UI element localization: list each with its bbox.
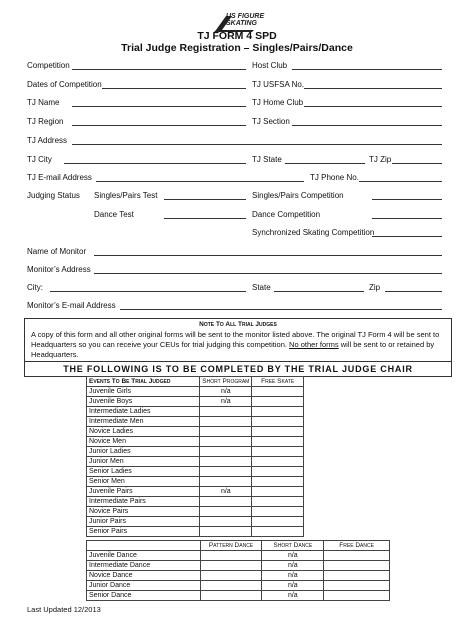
dance-test-label: Dance Test [94, 210, 134, 219]
table-header-row [87, 541, 390, 551]
entry-cell[interactable] [252, 467, 304, 477]
last-updated: Last Updated 12/2013 [27, 605, 101, 614]
table-row [87, 407, 304, 417]
state-field[interactable] [274, 291, 364, 292]
tj-name-field[interactable] [72, 106, 246, 107]
note-body-underlined: No other forms [289, 340, 339, 349]
table-row [87, 581, 390, 591]
entry-cell[interactable] [252, 507, 304, 517]
free-dance-header: Free Dance [324, 541, 390, 551]
note-title: Note To All Trial Judges [199, 321, 277, 328]
tj-state-field[interactable] [285, 163, 365, 164]
event-name-cell: Novice Men [87, 437, 200, 447]
entry-cell[interactable] [252, 437, 304, 447]
dance-competition-field[interactable] [372, 218, 442, 219]
tj-section-label: TJ Section [252, 117, 290, 126]
entry-cell[interactable] [200, 591, 262, 601]
event-name-cell: Senior Men [87, 477, 200, 487]
tj-section-field[interactable] [292, 125, 442, 126]
entry-cell[interactable] [252, 497, 304, 507]
monitor-address-label: Monitor’s Address [27, 265, 91, 274]
dates-field[interactable] [102, 88, 246, 89]
tj-home-club-label: TJ Home Club [252, 98, 304, 107]
synchro-competition-label: Synchronized Skating Competition [252, 228, 375, 237]
host-club-field[interactable] [292, 69, 442, 70]
entry-cell[interactable] [324, 571, 390, 581]
table-row [87, 457, 304, 467]
form-number: TJ FORM 4 SPD [197, 30, 277, 42]
dance-test-field[interactable] [164, 218, 246, 219]
table-row [87, 487, 304, 497]
city-label: City: [27, 283, 43, 292]
entry-cell[interactable] [252, 477, 304, 487]
entry-cell[interactable] [200, 437, 252, 447]
event-name-cell: Novice Dance [87, 571, 201, 581]
tj-address-label: TJ Address [27, 136, 68, 145]
dance-competition-label: Dance Competition [252, 210, 321, 219]
table-row [87, 397, 304, 407]
monitor-email-field[interactable] [120, 309, 442, 310]
tj-home-club-field[interactable] [304, 106, 442, 107]
table-row [87, 477, 304, 487]
entry-cell[interactable] [200, 507, 252, 517]
tj-phone-label: TJ Phone No. [310, 173, 359, 182]
entry-cell[interactable]: n/a [262, 561, 324, 571]
tj-state-label: TJ State [252, 155, 282, 164]
event-name-cell: Juvenile Dance [87, 551, 201, 561]
entry-cell[interactable]: n/a [200, 397, 252, 407]
short-program-header: Short Program [200, 377, 252, 387]
event-name-cell: Juvenile Boys [87, 397, 200, 407]
zip-label: Zip [369, 283, 381, 292]
dates-label: Dates of Competition [27, 80, 102, 89]
table-row [87, 527, 304, 537]
table-row [87, 571, 390, 581]
tj-usfsa-label: TJ USFSA No. [252, 80, 305, 89]
tj-region-label: TJ Region [27, 117, 64, 126]
note-box [24, 318, 452, 362]
entry-cell[interactable] [252, 407, 304, 417]
table-row [87, 467, 304, 477]
singles-pairs-competition-label: Singles/Pairs Competition [252, 191, 344, 200]
entry-cell[interactable]: n/a [262, 591, 324, 601]
monitor-email-label: Monitor’s E-mail Address [27, 301, 116, 310]
singles-pairs-competition-field[interactable] [372, 199, 442, 200]
event-name-cell: Novice Pairs [87, 507, 200, 517]
tj-email-field[interactable] [96, 181, 304, 182]
table-row [87, 561, 390, 571]
entry-cell[interactable]: n/a [200, 387, 252, 397]
tj-usfsa-field[interactable] [304, 88, 442, 89]
event-name-cell: Juvenile Girls [87, 387, 200, 397]
entry-cell[interactable] [252, 487, 304, 497]
tj-city-field[interactable] [64, 163, 246, 164]
event-name-cell: Junior Dance [87, 581, 201, 591]
table-row [87, 387, 304, 397]
event-name-cell: Intermediate Pairs [87, 497, 200, 507]
entry-cell[interactable] [252, 527, 304, 537]
entry-cell[interactable] [200, 407, 252, 417]
event-name-cell: Juvenile Pairs [87, 487, 200, 497]
event-name-cell: Intermediate Dance [87, 561, 201, 571]
entry-cell[interactable] [200, 447, 252, 457]
tj-address-field[interactable] [72, 144, 442, 145]
note-body-part2: will be sent to or retained by Headquarters. [31, 340, 435, 359]
event-name-cell: Senior Ladies [87, 467, 200, 477]
entry-cell[interactable] [200, 551, 262, 561]
table-row [87, 497, 304, 507]
tj-phone-field[interactable] [359, 181, 442, 182]
event-name-cell: Intermediate Ladies [87, 407, 200, 417]
table-header-row [87, 377, 304, 387]
event-name-cell: Junior Ladies [87, 447, 200, 457]
entry-cell[interactable] [200, 561, 262, 571]
entry-cell[interactable] [252, 427, 304, 437]
table-row [87, 437, 304, 447]
tj-zip-field[interactable] [392, 163, 442, 164]
entry-cell[interactable] [252, 417, 304, 427]
tj-zip-label: TJ Zip [369, 155, 392, 164]
entry-cell[interactable] [200, 517, 252, 527]
singles-pairs-events-table [86, 376, 304, 537]
entry-cell[interactable]: n/a [200, 487, 252, 497]
pattern-dance-header: Pattern Dance [200, 541, 262, 551]
entry-cell[interactable] [252, 447, 304, 457]
entry-cell[interactable] [200, 581, 262, 591]
table-row [87, 591, 390, 601]
short-dance-header: Short Dance [262, 541, 324, 551]
form-title: Trial Judge Registration – Singles/Pairs/Dance [121, 42, 353, 54]
entry-cell[interactable]: n/a [262, 571, 324, 581]
synchro-competition-field[interactable] [372, 236, 442, 237]
event-name-cell: Junior Pairs [87, 517, 200, 527]
table-row [87, 507, 304, 517]
entry-cell[interactable]: n/a [262, 581, 324, 591]
entry-cell[interactable] [324, 561, 390, 571]
table-row [87, 551, 390, 561]
host-club-label: Host Club [252, 61, 288, 70]
tj-city-label: TJ City [27, 155, 52, 164]
entry-cell[interactable] [252, 397, 304, 407]
entry-cell[interactable] [252, 387, 304, 397]
event-name-cell: Intermediate Men [87, 417, 200, 427]
entry-cell[interactable] [324, 551, 390, 561]
table-row [87, 427, 304, 437]
tj-region-field[interactable] [72, 125, 246, 126]
tj-name-label: TJ Name [27, 98, 60, 107]
event-name-cell: Novice Ladies [87, 427, 200, 437]
entry-cell[interactable] [200, 457, 252, 467]
entry-cell[interactable] [200, 571, 262, 581]
competition-label: Competition [27, 61, 70, 70]
singles-pairs-test-label: Singles/Pairs Test [94, 191, 158, 200]
event-name-cell: Senior Dance [87, 591, 201, 601]
table-row [87, 447, 304, 457]
entry-cell[interactable] [200, 527, 252, 537]
entry-cell[interactable]: n/a [262, 551, 324, 561]
competition-field[interactable] [72, 69, 246, 70]
note-body-part1: A copy of this form and all other original forms will be sent to the monitor listed above. The original TJ Form 4 will be sent to Headquarters so you can receive your CEUs for trial judging this competition. [31, 330, 440, 349]
free-skate-header: Free Skate [252, 377, 304, 387]
state-label: State [252, 283, 271, 292]
trial-judge-chair-banner: THE FOLLOWING IS TO BE COMPLETED BY THE TRIAL JUDGE CHAIR [24, 361, 452, 377]
entry-cell[interactable] [200, 477, 252, 487]
dance-header-blank [87, 541, 201, 551]
table-row [87, 417, 304, 427]
entry-cell[interactable] [324, 591, 390, 601]
zip-field[interactable] [385, 291, 442, 292]
entry-cell[interactable] [252, 517, 304, 527]
tj-email-label: TJ E-mail Address [27, 173, 92, 182]
entry-cell[interactable] [200, 467, 252, 477]
entry-cell[interactable] [200, 417, 252, 427]
entry-cell[interactable] [252, 457, 304, 467]
judging-status-label: Judging Status [27, 191, 80, 200]
event-name-cell: Senior Pairs [87, 527, 200, 537]
city-field[interactable] [50, 291, 246, 292]
monitor-name-field[interactable] [94, 255, 442, 256]
entry-cell[interactable] [200, 427, 252, 437]
monitor-address-field[interactable] [94, 273, 442, 274]
note-body [31, 330, 447, 360]
events-header: Events To Be Trial Judged [87, 377, 200, 387]
entry-cell[interactable] [324, 581, 390, 591]
event-name-cell: Junior Men [87, 457, 200, 467]
entry-cell[interactable] [200, 497, 252, 507]
logo-text: US FIGURE SKATING [226, 13, 265, 27]
dance-events-table [86, 540, 390, 601]
singles-pairs-test-field[interactable] [164, 199, 246, 200]
table-row [87, 517, 304, 527]
monitor-name-label: Name of Monitor [27, 247, 87, 256]
